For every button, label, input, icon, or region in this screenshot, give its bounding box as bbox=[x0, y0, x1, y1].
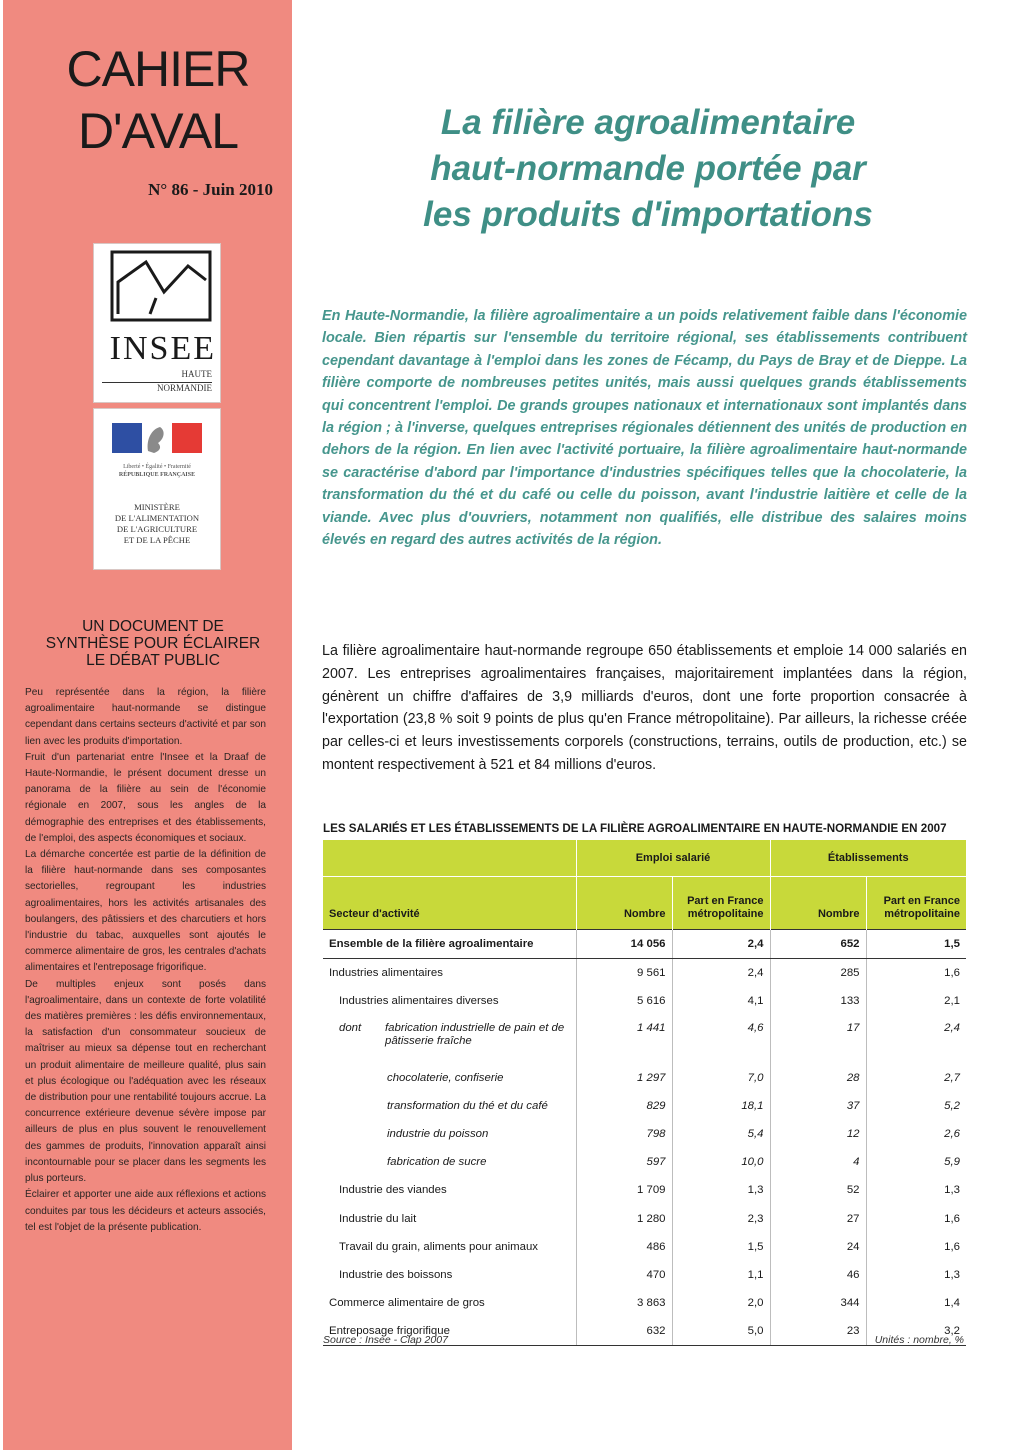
article-title-line2: haut-normande portée par bbox=[430, 149, 866, 188]
table-cell: 4,6 bbox=[672, 1016, 770, 1064]
table-cell: fabrication de sucre bbox=[387, 1156, 487, 1169]
insee-region-line1: HAUTE bbox=[181, 369, 212, 379]
sidebar-text bbox=[25, 685, 266, 1236]
table-cell: 4 bbox=[770, 1148, 866, 1176]
sidebar bbox=[3, 0, 292, 1450]
table-cell: 27 bbox=[770, 1205, 866, 1233]
table-cell: 133 bbox=[770, 987, 866, 1015]
table-cell: chocolaterie, confiserie bbox=[387, 1071, 504, 1084]
table-cell-label: fabrication industrielle de pain et de pâtisserie fraîche bbox=[385, 1021, 565, 1047]
table-cell: 1,6 bbox=[866, 959, 966, 988]
table-cell: transformation du thé et du café bbox=[387, 1099, 548, 1112]
table-cell: 10,0 bbox=[672, 1148, 770, 1176]
data-table bbox=[323, 840, 966, 1346]
table-cell: 2,7 bbox=[866, 1064, 966, 1092]
table-cell: 2,4 bbox=[866, 1016, 966, 1064]
table-cell: 3,2 bbox=[866, 1317, 966, 1346]
table-cell: 5,4 bbox=[672, 1120, 770, 1148]
synthesis-heading-line3: LE DÉBAT PUBLIC bbox=[86, 652, 220, 669]
table-cell: 470 bbox=[576, 1261, 672, 1289]
table-cell: 1,6 bbox=[866, 1233, 966, 1261]
table-cell: Ensemble de la filière agroalimentaire bbox=[323, 930, 576, 959]
table-cell: 17 bbox=[770, 1016, 866, 1064]
marianne-icon bbox=[94, 409, 218, 461]
table-header-cell: Nombre bbox=[770, 877, 866, 930]
table-cell: 2,4 bbox=[672, 930, 770, 959]
table-cell: Industries alimentaires bbox=[329, 967, 443, 980]
insee-logo-icon bbox=[94, 244, 218, 334]
table-row bbox=[323, 1261, 966, 1289]
table-cell: 2,6 bbox=[866, 1120, 966, 1148]
table-row bbox=[323, 1289, 966, 1317]
table-cell: 285 bbox=[770, 959, 866, 988]
table-row bbox=[323, 1205, 966, 1233]
table-cell: 2,4 bbox=[672, 959, 770, 988]
publication-title-line1: CAHIER bbox=[66, 41, 250, 97]
table-cell: industrie du poisson bbox=[387, 1128, 489, 1141]
table-cell: 2,1 bbox=[866, 987, 966, 1015]
table-cell: 3 863 bbox=[576, 1289, 672, 1317]
table-row bbox=[323, 1120, 966, 1148]
table-row bbox=[323, 1148, 966, 1176]
article-body: La filière agroalimentaire haut-normande regroupe 650 établissements et emploie 14 000 salariés en 2007. Les entreprises agroalimentaires françaises, majoritairement implantées dans la région, génèrent un chiffre d'affaires de 3,9 milliards d'euros, dont une forte proportion consacrée à l'exportation (23,8 % soit 9 points de plus qu'en France métropolitaine). Par ailleurs, la richesse créée par celles-ci et leurs investissements corporels (constructions, terrains, outils de production, etc.) se montent respectivement à 521 et 84 millions d'euros. bbox=[322, 643, 967, 773]
issue-number: N° 86 - Juin 2010 bbox=[148, 180, 273, 199]
publication-title bbox=[53, 38, 263, 162]
table-header-cell: Nombre bbox=[576, 877, 672, 930]
table-cell-prefix: dont bbox=[339, 1021, 362, 1034]
table-cell: 9 561 bbox=[576, 959, 672, 988]
ministry-line1: MINISTÈRE bbox=[134, 502, 180, 512]
sidebar-paragraph: De multiples enjeux sont posés dans l'agroalimentaire, dans un contexte de forte volatilité des matières premières : les défis environnementaux, la satisfaction d'un consommateur soucieux de maîtriser au mieux sa dépense tout en recherchant un produit alimentaire de meilleure qualité, plus sain et plus écologique ou l'adéquation avec les réseaux de distribution pour une rentabilité toujours accrue. La concurrence extérieure devenue sévère impose par ailleurs de plus en plus souvent le renouvellement des gammes de produits, l'innovation apparaît ainsi incontournable pour se placer dans les segments les plus porteurs. bbox=[25, 978, 266, 1185]
article-intro: En Haute-Normandie, la filière agroalimentaire a un poids relativement faible dans l'économie locale. Bien répartis sur l'ensemble du territoire régional, ses établissements contribuent cependant davantage à l'emploi dans les zones de Fécamp, du Pays de Bray et de Dieppe. La filière comporte de nombreuses petites unités, mais aussi quelques grands établissements qui concentrent l'emploi. De grands groupes nationaux et internationaux sont implantés dans la région ; à l'inverse, quelques entreprises régionales détiennent des unités de production en dehors de la région. En lien avec l'activité portuaire, la filière agroalimentaire haut-normande se caractérise d'abord par l'importance d'industries spécifiques telles que la chocolaterie, la transformation du thé et du café ou celle du poisson, avant l'industrie laitière et celle de la viande. Avec plus d'ouvriers, notamment non qualifiés, elle distribue des salaires moins élevés en regard des autres activités de la région. bbox=[322, 308, 967, 549]
table-cell: 5,0 bbox=[672, 1317, 770, 1346]
sidebar-paragraph: Peu représentée dans la région, la filière agroalimentaire haut-normande se distingue cependant dans certains secteurs d'activité et par son lien avec les produits d'importation. bbox=[25, 687, 266, 747]
table-cell: 5,9 bbox=[866, 1148, 966, 1176]
table-cell: 1,6 bbox=[866, 1205, 966, 1233]
table-cell: 23 bbox=[770, 1317, 866, 1346]
table-group-header: Établissements bbox=[770, 840, 966, 877]
table-cell: 2,3 bbox=[672, 1205, 770, 1233]
table-header-line: métropolitaine bbox=[884, 908, 960, 920]
table-row bbox=[323, 1233, 966, 1261]
table-cell: 652 bbox=[770, 930, 866, 959]
table-cell: 1 297 bbox=[576, 1064, 672, 1092]
table-cell: Industrie du lait bbox=[339, 1212, 417, 1225]
table-cell: Commerce alimentaire de gros bbox=[329, 1297, 485, 1310]
table-units: Unités : nombre, % bbox=[874, 1334, 964, 1346]
table-row bbox=[323, 959, 966, 988]
table-cell: Industries alimentaires diverses bbox=[339, 995, 499, 1008]
table-cell: 7,0 bbox=[672, 1064, 770, 1092]
table-cell: Industrie des viandes bbox=[339, 1184, 447, 1197]
table-cell: 1 441 bbox=[576, 1016, 672, 1064]
table-cell: 829 bbox=[576, 1092, 672, 1120]
table-cell: 24 bbox=[770, 1233, 866, 1261]
table-cell: 597 bbox=[576, 1148, 672, 1176]
table-cell: Entreposage frigorifique bbox=[323, 1317, 576, 1346]
table-header-line: Part en France bbox=[687, 895, 764, 907]
table-cell: 5 616 bbox=[576, 987, 672, 1015]
table-cell: 37 bbox=[770, 1092, 866, 1120]
table-cell: 12 bbox=[770, 1120, 866, 1148]
table-row bbox=[323, 987, 966, 1015]
table-header-cell bbox=[866, 877, 966, 930]
synthesis-heading-line2: SYNTHÈSE POUR ÉCLAIRER bbox=[45, 635, 261, 652]
article-title bbox=[398, 100, 898, 238]
table-row bbox=[323, 1092, 966, 1120]
sidebar-paragraph: Fruit d'un partenariat entre l'Insee et la Draaf de Haute-Normandie, le présent document dresse un panorama de la filière au sein de l'économie régionale en 2007, sous les angles de la démographie des entreprises et des établissements, de l'emploi, des aspects économiques et sociaux. bbox=[25, 751, 266, 844]
table-cell: 5,2 bbox=[866, 1092, 966, 1120]
ministry-line2: DE L'ALIMENTATION bbox=[114, 513, 200, 523]
publication-title-line2: D'AVAL bbox=[77, 103, 239, 159]
ministry-logo bbox=[93, 408, 221, 570]
insee-wordmark: INSEE bbox=[109, 330, 216, 367]
table-row bbox=[323, 1064, 966, 1092]
table-cell: 46 bbox=[770, 1261, 866, 1289]
republic-text: RÉPUBLIQUE FRANÇAISE bbox=[118, 472, 196, 478]
table-cell: 632 bbox=[576, 1317, 672, 1346]
article-title-line3: les produits d'importations bbox=[423, 195, 873, 234]
table-cell: 18,1 bbox=[672, 1092, 770, 1120]
table-title: LES SALARIÉS ET LES ÉTABLISSEMENTS DE LA FILIÈRE AGROALIMENTAIRE EN HAUTE-NORMANDIE EN 2007 bbox=[323, 822, 947, 835]
motto-text: Liberté • Égalité • Fraternité bbox=[123, 464, 191, 470]
table-cell: 798 bbox=[576, 1120, 672, 1148]
table-cell bbox=[323, 1016, 576, 1064]
table-row bbox=[323, 1176, 966, 1204]
synthesis-heading-line1: UN DOCUMENT DE bbox=[82, 618, 224, 635]
synthesis-heading bbox=[23, 618, 283, 669]
table-cell: 1,4 bbox=[866, 1289, 966, 1317]
sidebar-paragraph: La démarche concertée est partie de la définition de la filière haut-normande dans ses composantes sectorielles, regroupant les industries agroalimentaires, hors les activités artisanales des boulangers, des pâtissiers et des charcutiers et hors l'industrie du tabac, auxquelles sont ajoutés le commerce alimentaire de gros, les centrales d'achats alimentaires et l'entreposage frigorifique. bbox=[25, 849, 266, 974]
table-header-cell: Secteur d'activité bbox=[323, 877, 576, 930]
table-cell: 1,3 bbox=[866, 1176, 966, 1204]
table-cell: 1 709 bbox=[576, 1176, 672, 1204]
table-cell: 1,3 bbox=[672, 1176, 770, 1204]
table-cell: 28 bbox=[770, 1064, 866, 1092]
table-row bbox=[323, 1016, 966, 1064]
table-cell: 14 056 bbox=[576, 930, 672, 959]
table-cell: 1,1 bbox=[672, 1261, 770, 1289]
republic-motto bbox=[102, 463, 212, 479]
table-cell: 52 bbox=[770, 1176, 866, 1204]
table-group-header-row bbox=[323, 840, 966, 877]
table-group-header: Emploi salarié bbox=[576, 840, 770, 877]
table-cell: 1,5 bbox=[672, 1233, 770, 1261]
table-source: Source : Insee - Clap 2007 bbox=[323, 1334, 448, 1346]
table-cell: 4,1 bbox=[672, 987, 770, 1015]
table-cell: 1,5 bbox=[866, 930, 966, 959]
ministry-line3: DE L'AGRICULTURE bbox=[116, 524, 198, 534]
table-row bbox=[323, 930, 966, 959]
sidebar-paragraph: Éclairer et apporter une aide aux réflexions et actions conduites par tous les décideurs et acteurs associés, tel est l'objet de la présente publication. bbox=[25, 1189, 266, 1233]
table-header-cell bbox=[672, 877, 770, 930]
table-cell: 344 bbox=[770, 1289, 866, 1317]
table-header-row bbox=[323, 877, 966, 930]
table-header-line: métropolitaine bbox=[687, 908, 764, 920]
insee-region-line2: NORMANDIE bbox=[102, 382, 212, 393]
table-cell: 486 bbox=[576, 1233, 672, 1261]
table-cell: 2,0 bbox=[672, 1289, 770, 1317]
table-cell: 1 280 bbox=[576, 1205, 672, 1233]
ministry-name bbox=[98, 502, 216, 546]
table-cell: Industrie des boissons bbox=[339, 1268, 453, 1281]
ministry-line4: ET DE LA PÊCHE bbox=[123, 535, 191, 545]
insee-logo bbox=[93, 243, 221, 403]
table-header-blank bbox=[323, 840, 576, 877]
table-header-line: Part en France bbox=[883, 895, 960, 907]
article-title-line1: La filière agroalimentaire bbox=[440, 103, 856, 142]
table-cell: 1,3 bbox=[866, 1261, 966, 1289]
table-cell: Travail du grain, aliments pour animaux bbox=[339, 1240, 539, 1253]
